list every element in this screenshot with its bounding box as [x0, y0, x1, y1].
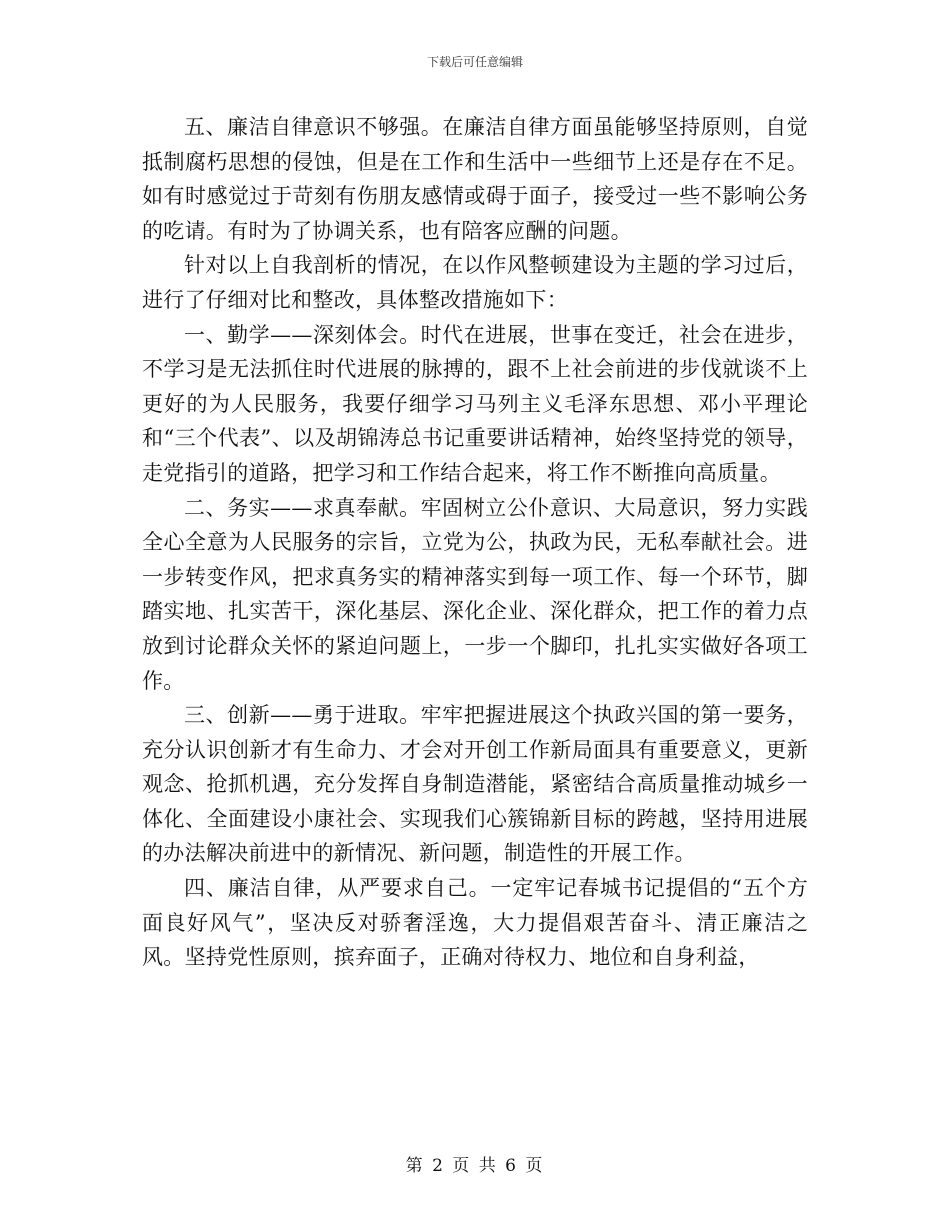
paragraph-integrity-awareness: 五、廉洁自律意识不够强。在廉洁自律方面虽能够坚持原则，自觉抵制腐朽思想的侵蚀，但是在工作和生活中一些细节上还是存在不足。如有时感觉过于苛刻有伤朋友感情或碍于面子，接受过一些不影响公务的吃请。有时为了协调关系，也有陪客应酬的问题。 [142, 115, 808, 243]
paragraph-rectification-intro: 针对以上自我剖析的情况，在以作风整顿建设为主题的学习过后，进行了仔细对比和整改，具体整改措施如下： [142, 253, 808, 312]
document-body [142, 110, 808, 975]
paragraph-innovation: 三、创新——勇于进取。牢牢把握进展这个执政兴国的第一要务，充分认识创新才有生命力、才会对开创工作新局面具有重要意义，更新观念、抢抓机遇，充分发挥自身制造潜能，紧密结合高质量推动城乡一体化、全面建设小康社会、实现我们心簇锦新目标的跨越，坚持用进展的办法解决前进中的新情况、新问题，制造性的开展工作。 [142, 703, 808, 866]
page-number-footer: 第 2 页 共 6 页 [405, 1156, 545, 1176]
paragraph-diligent-study: 一、勤学——深刻体会。时代在进展，世事在变迁，社会在进步，不学习是无法抓住时代进展的脉搏的，跟不上社会前进的步伐就谈不上更好的为人民服务，我要仔细学习马列主义毛泽东思想、邓小平理论和“三个代表”、以及胡锦涛总书记重要讲话精神，始终坚持党的领导，走党指引的道路，把学习和工作结合起来，将工作不断推向高质量。 [142, 322, 808, 485]
paragraph-pragmatism: 二、务实——求真奉献。牢固树立公仆意识、大局意识，努力实践全心全意为人民服务的宗旨，立党为公，执政为民，无私奉献社会。进一步转变作风，把求真务实的精神落实到每一项工作、每一个环节，脚踏实地、扎实苦干，深化基层、深化企业、深化群众，把工作的着力点放到讨论群众关怀的紧迫问题上，一步一个脚印，扎扎实实做好各项工作。 [142, 495, 808, 693]
page-header: 下载后可任意编辑 [426, 55, 523, 69]
paragraph-self-discipline: 四、廉洁自律，从严要求自己。一定牢记春城书记提倡的“五个方面良好风气”，坚决反对骄奢淫逸，大力提倡艰苦奋斗、清正廉洁之风。坚持党性原则，摈弃面子，正确对待权力、地位和自身利益， [142, 876, 808, 970]
